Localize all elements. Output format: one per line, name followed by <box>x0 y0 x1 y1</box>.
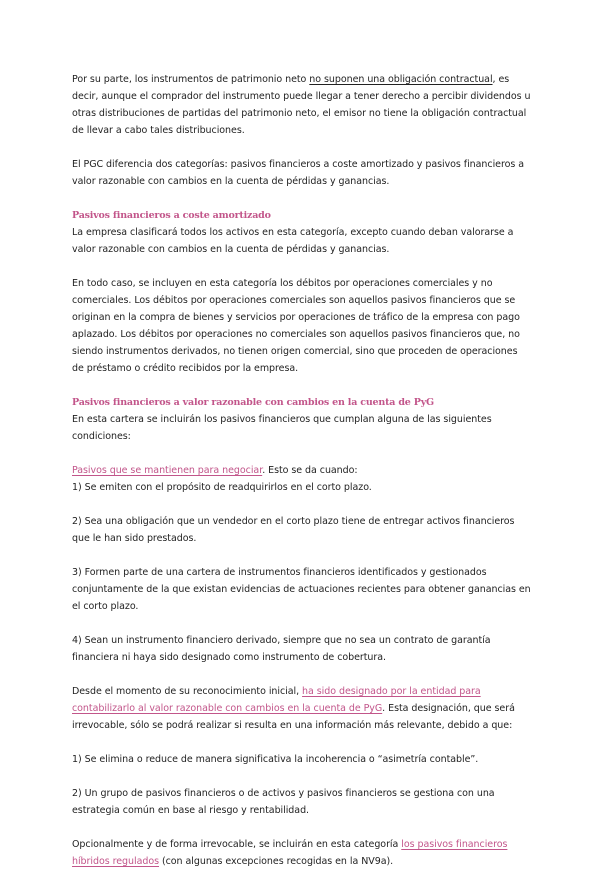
designation-link[interactable]: ha sido designado por la entidad para contabilizarlo al valor razonable con cambios en la cuenta de PyG <box>72 686 481 714</box>
paragraph-trading: Pasivos que se mantienen para negociar. Esto se da cuando: <box>72 465 358 476</box>
reason-2: 2) Un grupo de pasivos financieros o de activos y pasivos financieros se gestiona con una estrategia común en base al riesgo y rentabilidad. <box>72 788 495 816</box>
heading-fair-value: Pasivos financieros a valor razonable con cambios en la cuenta de PyG <box>72 397 434 408</box>
paragraph-equity-instruments: Por su parte, los instrumentos de patrimonio neto no suponen una obligación contractual, es decir, aunque el comprador del instrumento puede llegar a tener derecho a percibir dividendos u otras distribuciones de partidas del patrimonio neto, el emisor no tiene la obligación contractual de llevar a cabo tales distribuciones. <box>72 74 531 136</box>
paragraph-hybrid: Opcionalmente y de forma irrevocable, se incluirán en esta categoría los pasivos financieros híbridos regulados (con algunas excepciones recogidas en la NV9a). <box>72 839 508 867</box>
document-body <box>72 71 532 887</box>
paragraph-fair-value-intro: En esta cartera se incluirán los pasivos financieros que cumplan alguna de las siguientes condiciones: <box>72 414 492 442</box>
trading-link[interactable]: Pasivos que se mantienen para negociar <box>72 465 263 476</box>
condition-4: 4) Sean un instrumento financiero derivado, siempre que no sea un contrato de garantía financiera ni haya sido designado como instrumento de cobertura. <box>72 635 491 663</box>
condition-2: 2) Sea una obligación que un vendedor en el corto plazo tiene de entregar activos financieros que le han sido prestados. <box>72 516 515 544</box>
paragraph-amortized-intro: La empresa clasificará todos los activos en esta categoría, excepto cuando deban valorarse a valor razonable con cambios en la cuenta de pérdidas y ganancias. <box>72 227 514 255</box>
reason-1: 1) Se elimina o reduce de manera significativa la incoherencia o “asimetría contable”. <box>72 754 479 765</box>
underlined-phrase: no suponen una obligación contractual <box>309 74 493 85</box>
paragraph-designation: Desde el momento de su reconocimiento inicial, ha sido designado por la entidad para contabilizarlo al valor razonable con cambios en la cuenta de PyG. Esta designación, que será irrevocable, sólo se podrá realizar si resulta en una información más relevante, debido a que: <box>72 686 515 731</box>
paragraph-amortized-detail: En todo caso, se incluyen en esta categoría los débitos por operaciones comerciales y no comerciales. Los débitos por operaciones comerciales son aquellos pasivos financieros que se originan en la compra de bienes y servicios por operaciones de tráfico de la empresa con pago aplazado. Los débitos por operaciones no comerciales son aquellos pasivos financieros que, no siendo instrumentos derivados, no tienen origen comercial, sino que proceden de operaciones de préstamo o crédito recibidos por la empresa. <box>72 278 520 374</box>
heading-amortized-cost: Pasivos financieros a coste amortizado <box>72 210 271 221</box>
hybrid-link[interactable]: los pasivos financieros híbridos regulados <box>72 839 508 867</box>
paragraph-pgc-categories: El PGC diferencia dos categorías: pasivos financieros a coste amortizado y pasivos financieros a valor razonable con cambios en la cuenta de pérdidas y ganancias. <box>72 159 524 187</box>
condition-3: 3) Formen parte de una cartera de instrumentos financieros identificados y gestionados conjuntamente de la que existan evidencias de actuaciones recientes para obtener ganancias en el corto plazo. <box>72 567 531 612</box>
condition-1: 1) Se emiten con el propósito de readquirirlos en el corto plazo. <box>72 482 372 493</box>
